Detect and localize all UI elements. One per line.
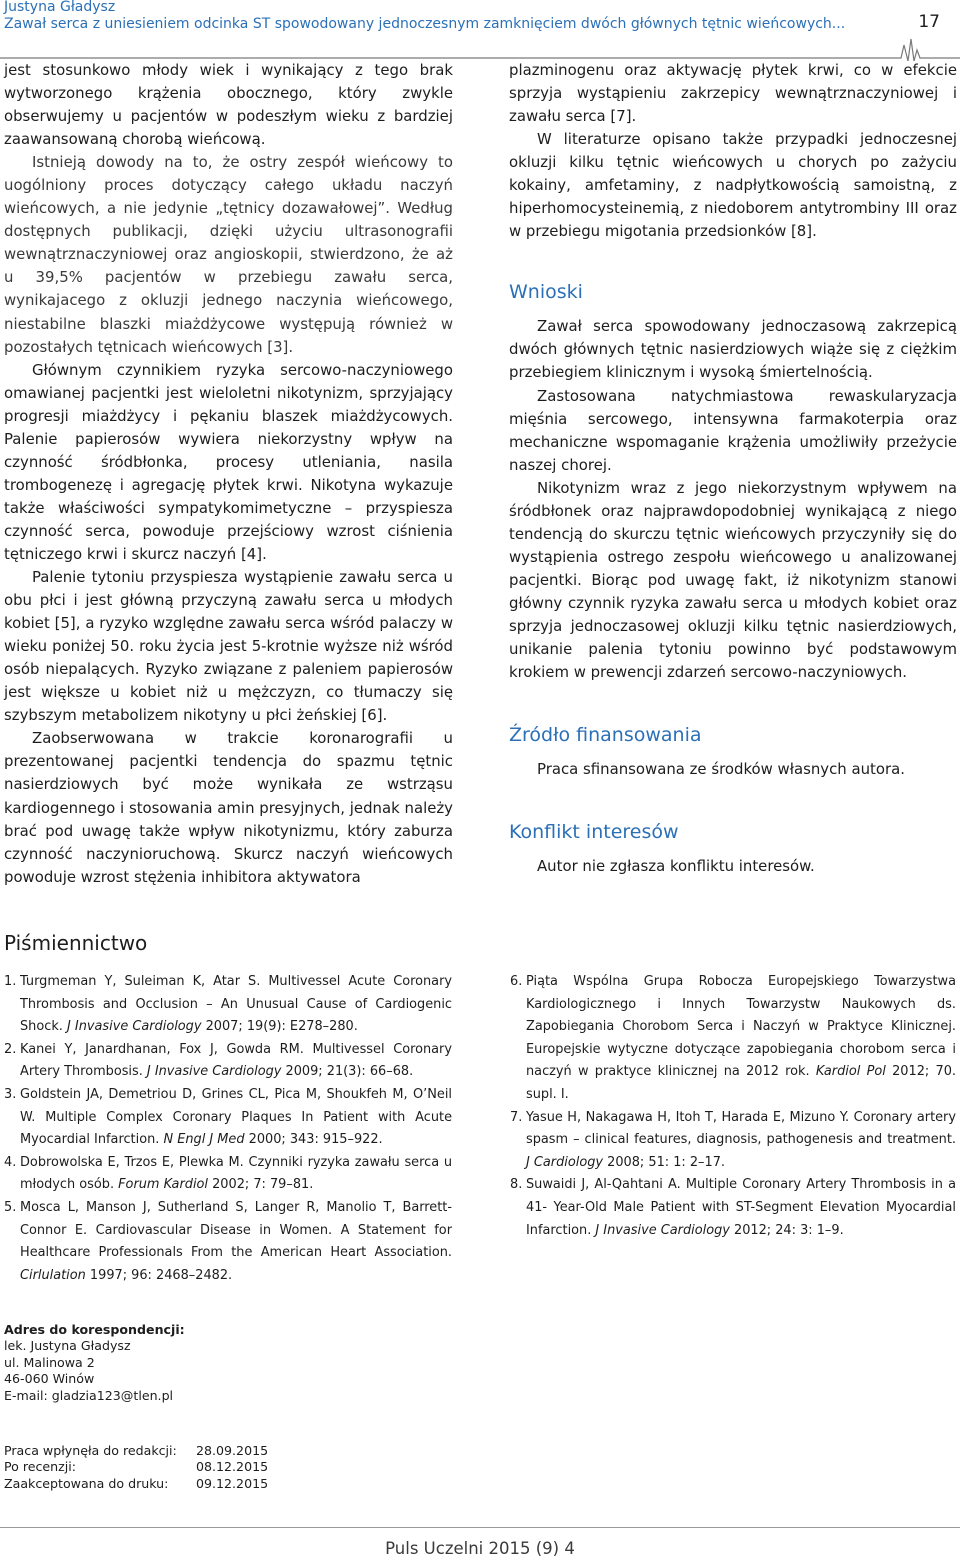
reference-text: Dobrowolska E, Trzos E, Plewka M. Czynniki ryzyka zawału serca u młodych osób.: [20, 1154, 452, 1193]
paragraph: W literaturze opisano także przypadki jednoczesnej okluzji kilku tętnic wieńcowych u chorych po zażyciu kokainy, amfetaminy, z nadpłytkowością samoistną, z hiperhomocysteinemią, z niedoborem antytrombiny III oraz w przebiegu migotania przedsionków [8].: [509, 130, 957, 241]
reference-item: [4, 1152, 452, 1197]
reference-text: Suwaidi J, Al-Qahtani A. Multiple Coronary Artery Thrombosis in a 41- Year-Old Male Patient with ST-Segment Elevation Myocardial Infarction.: [526, 1177, 956, 1238]
date-label: Praca wpłynęła do redakcji:: [4, 1443, 177, 1458]
reference-number: 8.: [510, 1177, 523, 1193]
paragraph: plazminogenu oraz aktywację płytek krwi, co w efekcie sprzyja wystąpieniu zakrzepicy wewnątrznaczyniowej i zawału serca [7].: [509, 61, 957, 126]
date-value: 09.12.2015: [196, 1475, 269, 1491]
reference-number: 6.: [510, 974, 523, 989]
date-row: [4, 1459, 268, 1475]
reference-journal: J Invasive Cardiology: [595, 1222, 730, 1238]
section-heading-wnioski: Wnioski: [509, 281, 583, 304]
reference-citation: 2012; 70. supl. I.: [526, 1064, 956, 1102]
date-row: [4, 1476, 268, 1492]
reference-number: 4.: [4, 1154, 17, 1170]
reference-journal: N Engl J Med: [163, 1132, 245, 1148]
correspondence-city: 46-060 Winów: [4, 1371, 95, 1387]
reference-journal: J Invasive Cardiology: [67, 1019, 202, 1035]
correspondence-street: ul. Malinowa 2: [4, 1354, 95, 1370]
reference-number: 1.: [4, 974, 17, 989]
reference-citation: 2000; 343: 915–922.: [244, 1132, 383, 1148]
correspondence-name: lek. Justyna Gładysz: [4, 1338, 131, 1354]
reference-text: Mosca L, Manson J, Sutherland S, Langer R, Manolio T, Barrett-Connor E. Cardiovascular Disease in Women. A Statement for Healthcare Professionals From the American Heart Association.: [20, 1199, 452, 1261]
reference-item: [4, 1084, 452, 1152]
correspondence-block: [4, 1322, 185, 1404]
paragraph: Zaobserwowana w trakcie koronarografii u prezentowanej pacjentki tendencja do spazmu tętnic nasierdziowych być może wynikała ze wstrząsu kardiogennego i stosowania amin presyjnych, jednak należy brać pod uwagę także wpływ nikotynizmu, który zaburza czynność naczynioruchową. Skurcz naczyń wieńcowych powoduje wzrost stężenia inhibitora aktywatora: [4, 729, 453, 886]
date-label: Po recenzji:: [4, 1459, 77, 1475]
body-column-left: [4, 59, 453, 889]
reference-citation: 1997; 96: 2468–2482.: [85, 1267, 233, 1283]
reference-journal: Kardiol Pol: [815, 1064, 886, 1080]
reference-text: Kanei Y, Janardhanan, Fox J, Gowda RM. Multivessel Coronary Artery Thrombosis.: [20, 1041, 452, 1080]
correspondence-email: E-mail: gladzia123@tlen.pl: [4, 1387, 174, 1403]
reference-text: Turgmeman Y, Suleiman K, Atar S. Multivessel Acute Coronary Thrombosis and Occlusion – An Unusual Cause of Cardiogenic Shock.: [20, 974, 452, 1035]
reference-journal: Cirlulation: [20, 1267, 86, 1283]
reference-item: [510, 1174, 956, 1242]
reference-citation: 2012; 24: 3: 1–9.: [729, 1222, 844, 1238]
reference-journal: J Cardiology: [526, 1154, 604, 1170]
correspondence-label: Adres do korespondencji:: [4, 1322, 185, 1337]
date-label: Zaakceptowana do druku:: [4, 1475, 169, 1491]
paragraph: Nikotynizm wraz z jego niekorzystnym wpływem na śródbłonek oraz najprawdopodobniej wynikającą z niego tendencją do skurczu tętnic wieńcowych przyczyniły się do wystąpienia ostrego zespołu wieńcowego u analizowanej pacjentki. Biorąc pod uwagę fakt, iż nikotynizm stanowi główny czynnik ryzyka zawału serca u młodych kobiet oraz sprzyja jednoczasowej okluzji kilku tętnic nasierdziowych, unikanie palenia tytoniu powinno być podstawowym krokiem w prewencji zdarzeń sercowo-naczyniowych.: [509, 478, 957, 682]
footer-journal: Puls Uczelni 2015 (9) 4: [385, 1539, 575, 1558]
date-value: 28.09.2015: [196, 1443, 269, 1458]
reference-number: 7.: [510, 1109, 523, 1125]
reference-number: 5.: [4, 1199, 17, 1215]
body-column-right: [509, 59, 957, 878]
reference-item: [4, 1039, 452, 1084]
reference-journal: Forum Kardiol: [118, 1177, 208, 1193]
submission-dates: [4, 1443, 268, 1492]
reference-number: 2.: [4, 1041, 17, 1057]
footer-divider: [0, 1527, 960, 1528]
funding-statement: Praca sfinansowana ze środków własnych autora.: [537, 760, 905, 779]
heartbeat-line-icon: [0, 37, 960, 61]
reference-list-right: [510, 971, 956, 1242]
reference-text: Yasue H, Nakagawa H, Itoh T, Harada E, Mizuno Y. Coronary artery spasm – clinical features, diagnosis, pathogenesis and treatment.: [526, 1109, 956, 1148]
reference-item: [4, 971, 452, 1039]
header-author: Justyna Gładysz: [4, 0, 116, 15]
reference-item: [510, 1107, 956, 1175]
section-heading-funding: Źródło finansowania: [509, 724, 702, 747]
paragraph: Zawał serca spowodowany jednoczasową zakrzepicą dwóch głównych tętnic nasierdziowych wiąże się z ciężkim przebiegiem klinicznym i wysoką śmiertelnością.: [509, 317, 957, 382]
reference-text: Piąta Wspólna Grupa Robocza Europejskiego Towarzystwa Kardiologicznego i Innych Towarzystw Naukowych ds. Zapobiegania Chorobom Serca i Naczyń w Praktyce Klinicznej. Europejskie wytyczne dotyczące zapobiegania chorobom serca i naczyń w praktyce klinicznej na 2012 rok.: [526, 974, 956, 1080]
date-value: 08.12.2015: [196, 1459, 269, 1475]
paragraph: Palenie tytoniu przyspiesza wystąpienie zawału serca u obu płci i jest główną przyczyną zawału serca u młodych kobiet [5], a ryzyko względne zawału serca wśród palaczy w wieku poniżej 50. roku życia jest 5-krotnie wyższe niż wśród osób niepalących. Ryzyko związane z paleniem papierosów jest większe u kobiet niż u mężczyzn, co tłumaczy się szybszym metabolizem nikotyny u płci żeńskiej [6].: [4, 568, 453, 725]
conflict-statement: Autor nie zgłasza konfliktu interesów.: [537, 857, 815, 876]
reference-item: [4, 1197, 452, 1287]
paragraph: jest stosunkowo młody wiek i wynikający z tego brak wytworzonego krążenia obocznego, który zwykle obserwujemy u pacjentów w podeszłym wieku z bardziej zaawansowaną chorobą wieńcową.: [4, 61, 453, 149]
reference-text: Goldstein JA, Demetriou D, Grines CL, Pica M, Shoukfeh M, O’Neil W. Multiple Complex Coronary Plaques In Patient with Acute Myocardial Infarction.: [20, 1086, 452, 1148]
paragraph: Istnieją dowody na to, że ostry zespół wieńcowy to uogólniony proces dotyczący całego układu naczyń wieńcowych, a nie jedynie „tętnicy dozawałowej”. Według dostępnych publikacji, dzięki użyciu ultrasonografii wewnątrznaczyniowej oraz angioskopii, stwierdzono, że aż u 39,5% pacjentów w przebiegu zawału serca, wynikajacego z okluzji jednego naczynia wieńcowego, niestabilne blaszki miażdżycowe występują również w pozostałych tętnicach wieńcowych [3].: [4, 153, 453, 356]
section-heading-conflict: Konflikt interesów: [509, 821, 679, 844]
reference-number: 3.: [4, 1086, 17, 1102]
reference-list-left: [4, 971, 452, 1287]
reference-citation: 2007; 19(9): E278–280.: [201, 1019, 358, 1035]
page-number: 17: [918, 12, 940, 32]
header-article-title: Zawał serca z uniesieniem odcinka ST spowodowany jednoczesnym zamknięciem dwóch głównych tętnic wieńcowych...: [4, 16, 846, 32]
paragraph: Głównym czynnikiem ryzyka sercowo-naczyniowego omawianej pacjentki jest wieloletni nikotynizm, sprzyjający progresji miażdżycy i pękaniu blaszek miażdżycowych. Palenie papierosów wywiera niekorzystny wpływ na czynność śródbłonka, procesy utleniania, nasila trombogenezę i agregację płytek krwi. Nikotyna wykazuje także właściwości sympatykomimetyczne – przyspiesza czynność serca, powoduje przejściowy wzrost ciśnienia tętniczego krwi i skurcz naczyń [4].: [4, 360, 453, 563]
reference-citation: 2008; 51: 1: 2–17.: [603, 1154, 726, 1170]
paragraph: Zastosowana natychmiastowa rewaskularyzacja mięśnia sercowego, intensywna farmakoterpia oraz mechaniczne wspomaganie krążenia umożliwiły przeżycie naszej chorej.: [509, 386, 957, 474]
reference-citation: 2009; 21(3): 66–68.: [281, 1064, 414, 1080]
reference-item: [510, 971, 956, 1107]
reference-journal: J Invasive Cardiology: [146, 1064, 282, 1080]
date-row: [4, 1443, 268, 1459]
reference-citation: 2002; 7: 79–81.: [208, 1177, 314, 1193]
references-heading: Piśmiennictwo: [4, 931, 148, 955]
